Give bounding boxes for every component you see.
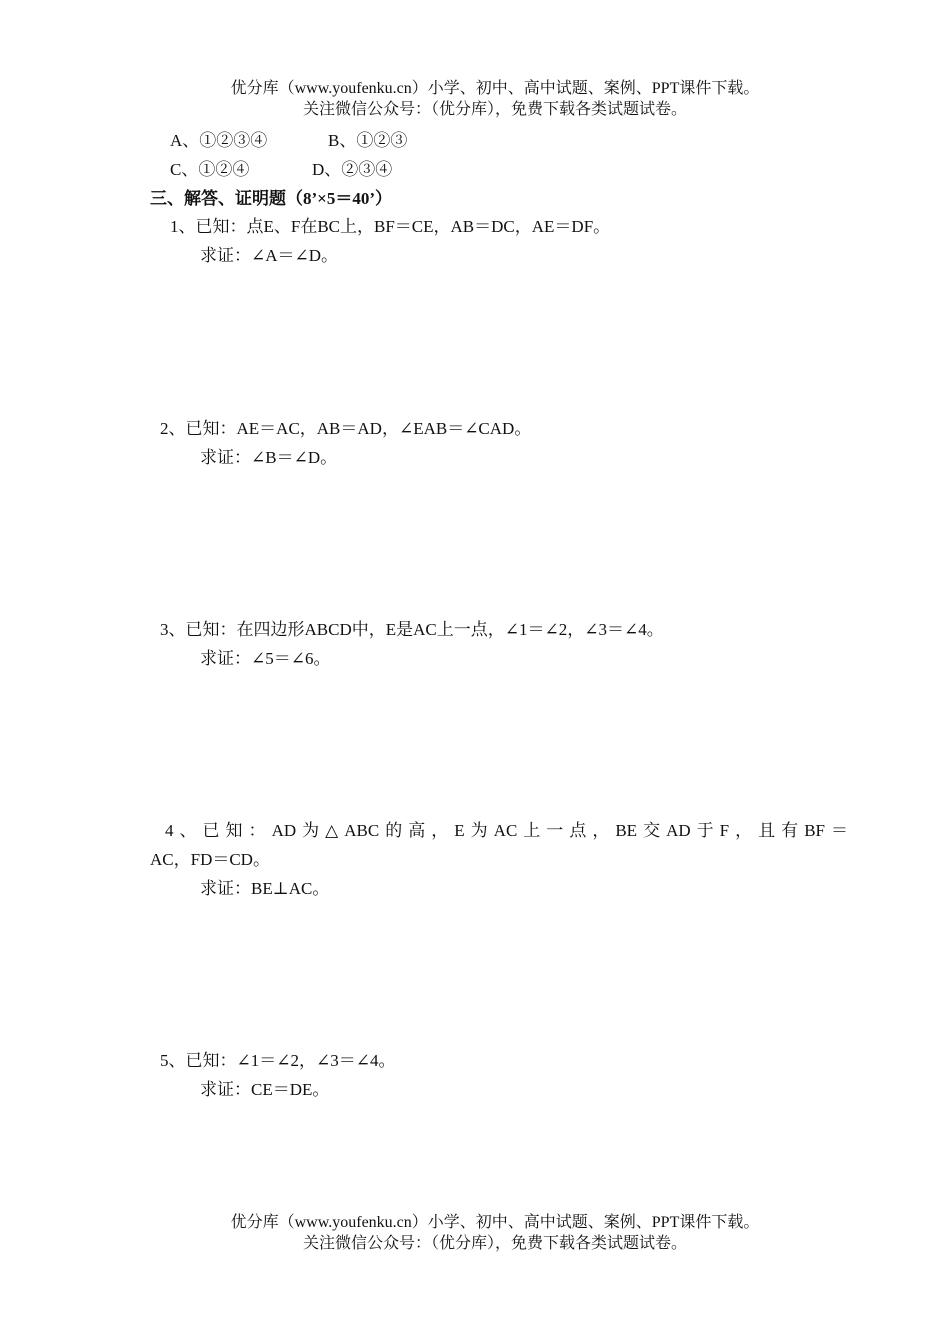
problem-4-prove: 求证：BE⊥AC。 <box>200 879 330 898</box>
problem-3-given: 3、已知：在四边形ABCD中，E是AC上一点，∠1＝∠2，∠3＝∠4。 <box>160 620 664 639</box>
option-a: A、①②③④ <box>170 131 268 150</box>
section-title: 三、解答、证明题（8’×5＝40’） <box>150 189 393 208</box>
problem-1-given: 1、已知：点E、F在BC上，BF＝CE，AB＝DC，AE＝DF。 <box>170 217 611 236</box>
header-line-1: 优分库（www.youfenku.cn）小学、初中、高中试题、案例、PPT课件下载。 <box>230 80 760 97</box>
problem-4-given-line-2: AC，FD＝CD。 <box>150 850 270 869</box>
problem-2-given: 2、已知：AE＝AC，AB＝AD，∠EAB＝∠CAD。 <box>160 419 532 438</box>
footer-line-2: 关注微信公众号：（优分库），免费下载各类试题试卷。 <box>302 1235 687 1252</box>
option-c: C、①②④ <box>170 160 250 179</box>
problem-2-prove: 求证：∠B＝∠D。 <box>200 448 338 467</box>
header-line-2: 关注微信公众号：（优分库），免费下载各类试题试卷。 <box>302 101 687 118</box>
problem-5-prove: 求证：CE＝DE。 <box>200 1080 330 1099</box>
problem-1-prove: 求证：∠A＝∠D。 <box>200 246 339 265</box>
problem-5-given: 5、已知：∠1＝∠2，∠3＝∠4。 <box>160 1051 396 1070</box>
option-b: B、①②③ <box>328 131 408 150</box>
problem-3-prove: 求证：∠5＝∠6。 <box>200 649 331 668</box>
problem-4-given-line-1: 4、已知：AD为△ABC的高，E为AC上一点，BE交AD于F，且有BF＝ <box>165 821 848 840</box>
option-d: D、②③④ <box>312 160 393 179</box>
footer-line-1: 优分库（www.youfenku.cn）小学、初中、高中试题、案例、PPT课件下载。 <box>230 1214 760 1231</box>
